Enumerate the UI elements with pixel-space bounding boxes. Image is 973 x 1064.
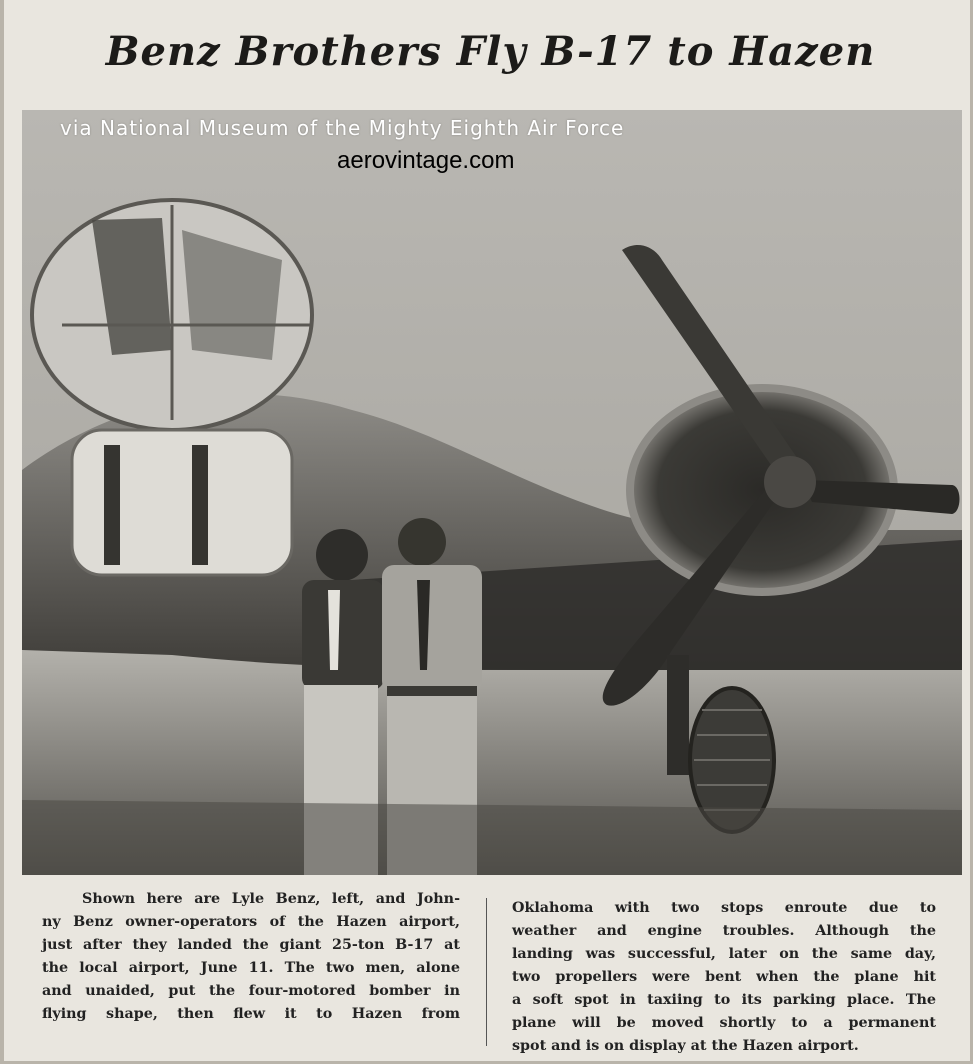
b17-illustration (22, 110, 962, 875)
photo-credit-watermark: via National Museum of the Mighty Eighth Air Force (60, 116, 625, 140)
gun-barrel (104, 445, 120, 565)
caption-line: weather and engine troubles. Although the (512, 923, 936, 939)
caption-line: plane will be moved shortly to a permanent (512, 1015, 936, 1031)
caption-line: a soft spot in taxiing to its parking place. The (512, 992, 936, 1008)
caption-line: and unaided, put the four-motored bomber in (42, 983, 460, 999)
headline: Benz Brothers Fly B-17 to Hazen (105, 28, 876, 75)
caption-line: just after they landed the giant 25-ton B-17 at (42, 937, 460, 953)
caption-line: landing was successful, later on the same day, (512, 946, 936, 962)
site-watermark: aerovintage.com (337, 147, 515, 174)
b17-photo (22, 110, 962, 875)
caption-line: Oklahoma with two stops enroute due to (512, 900, 936, 916)
caption-line: spot and is on display at the Hazen airport. (512, 1038, 859, 1054)
caption (30, 888, 950, 1053)
column-divider (486, 898, 487, 1046)
caption-line: the local airport, June 11. The two men, alone (42, 960, 460, 976)
caption-line: Shown here are Lyle Benz, left, and John- (82, 891, 460, 907)
propeller-hub (764, 456, 816, 508)
caption-line: two propellers were bent when the plane hit (512, 969, 936, 985)
caption-line: flying shape, then flew it to Hazen from (42, 1006, 460, 1022)
caption-column-right (512, 897, 936, 1058)
caption-line: ny Benz owner-operators of the Hazen airport, (42, 914, 460, 930)
gun-barrel (192, 445, 208, 565)
caption-column-left (42, 888, 460, 1026)
landing-gear-strut (667, 655, 689, 775)
